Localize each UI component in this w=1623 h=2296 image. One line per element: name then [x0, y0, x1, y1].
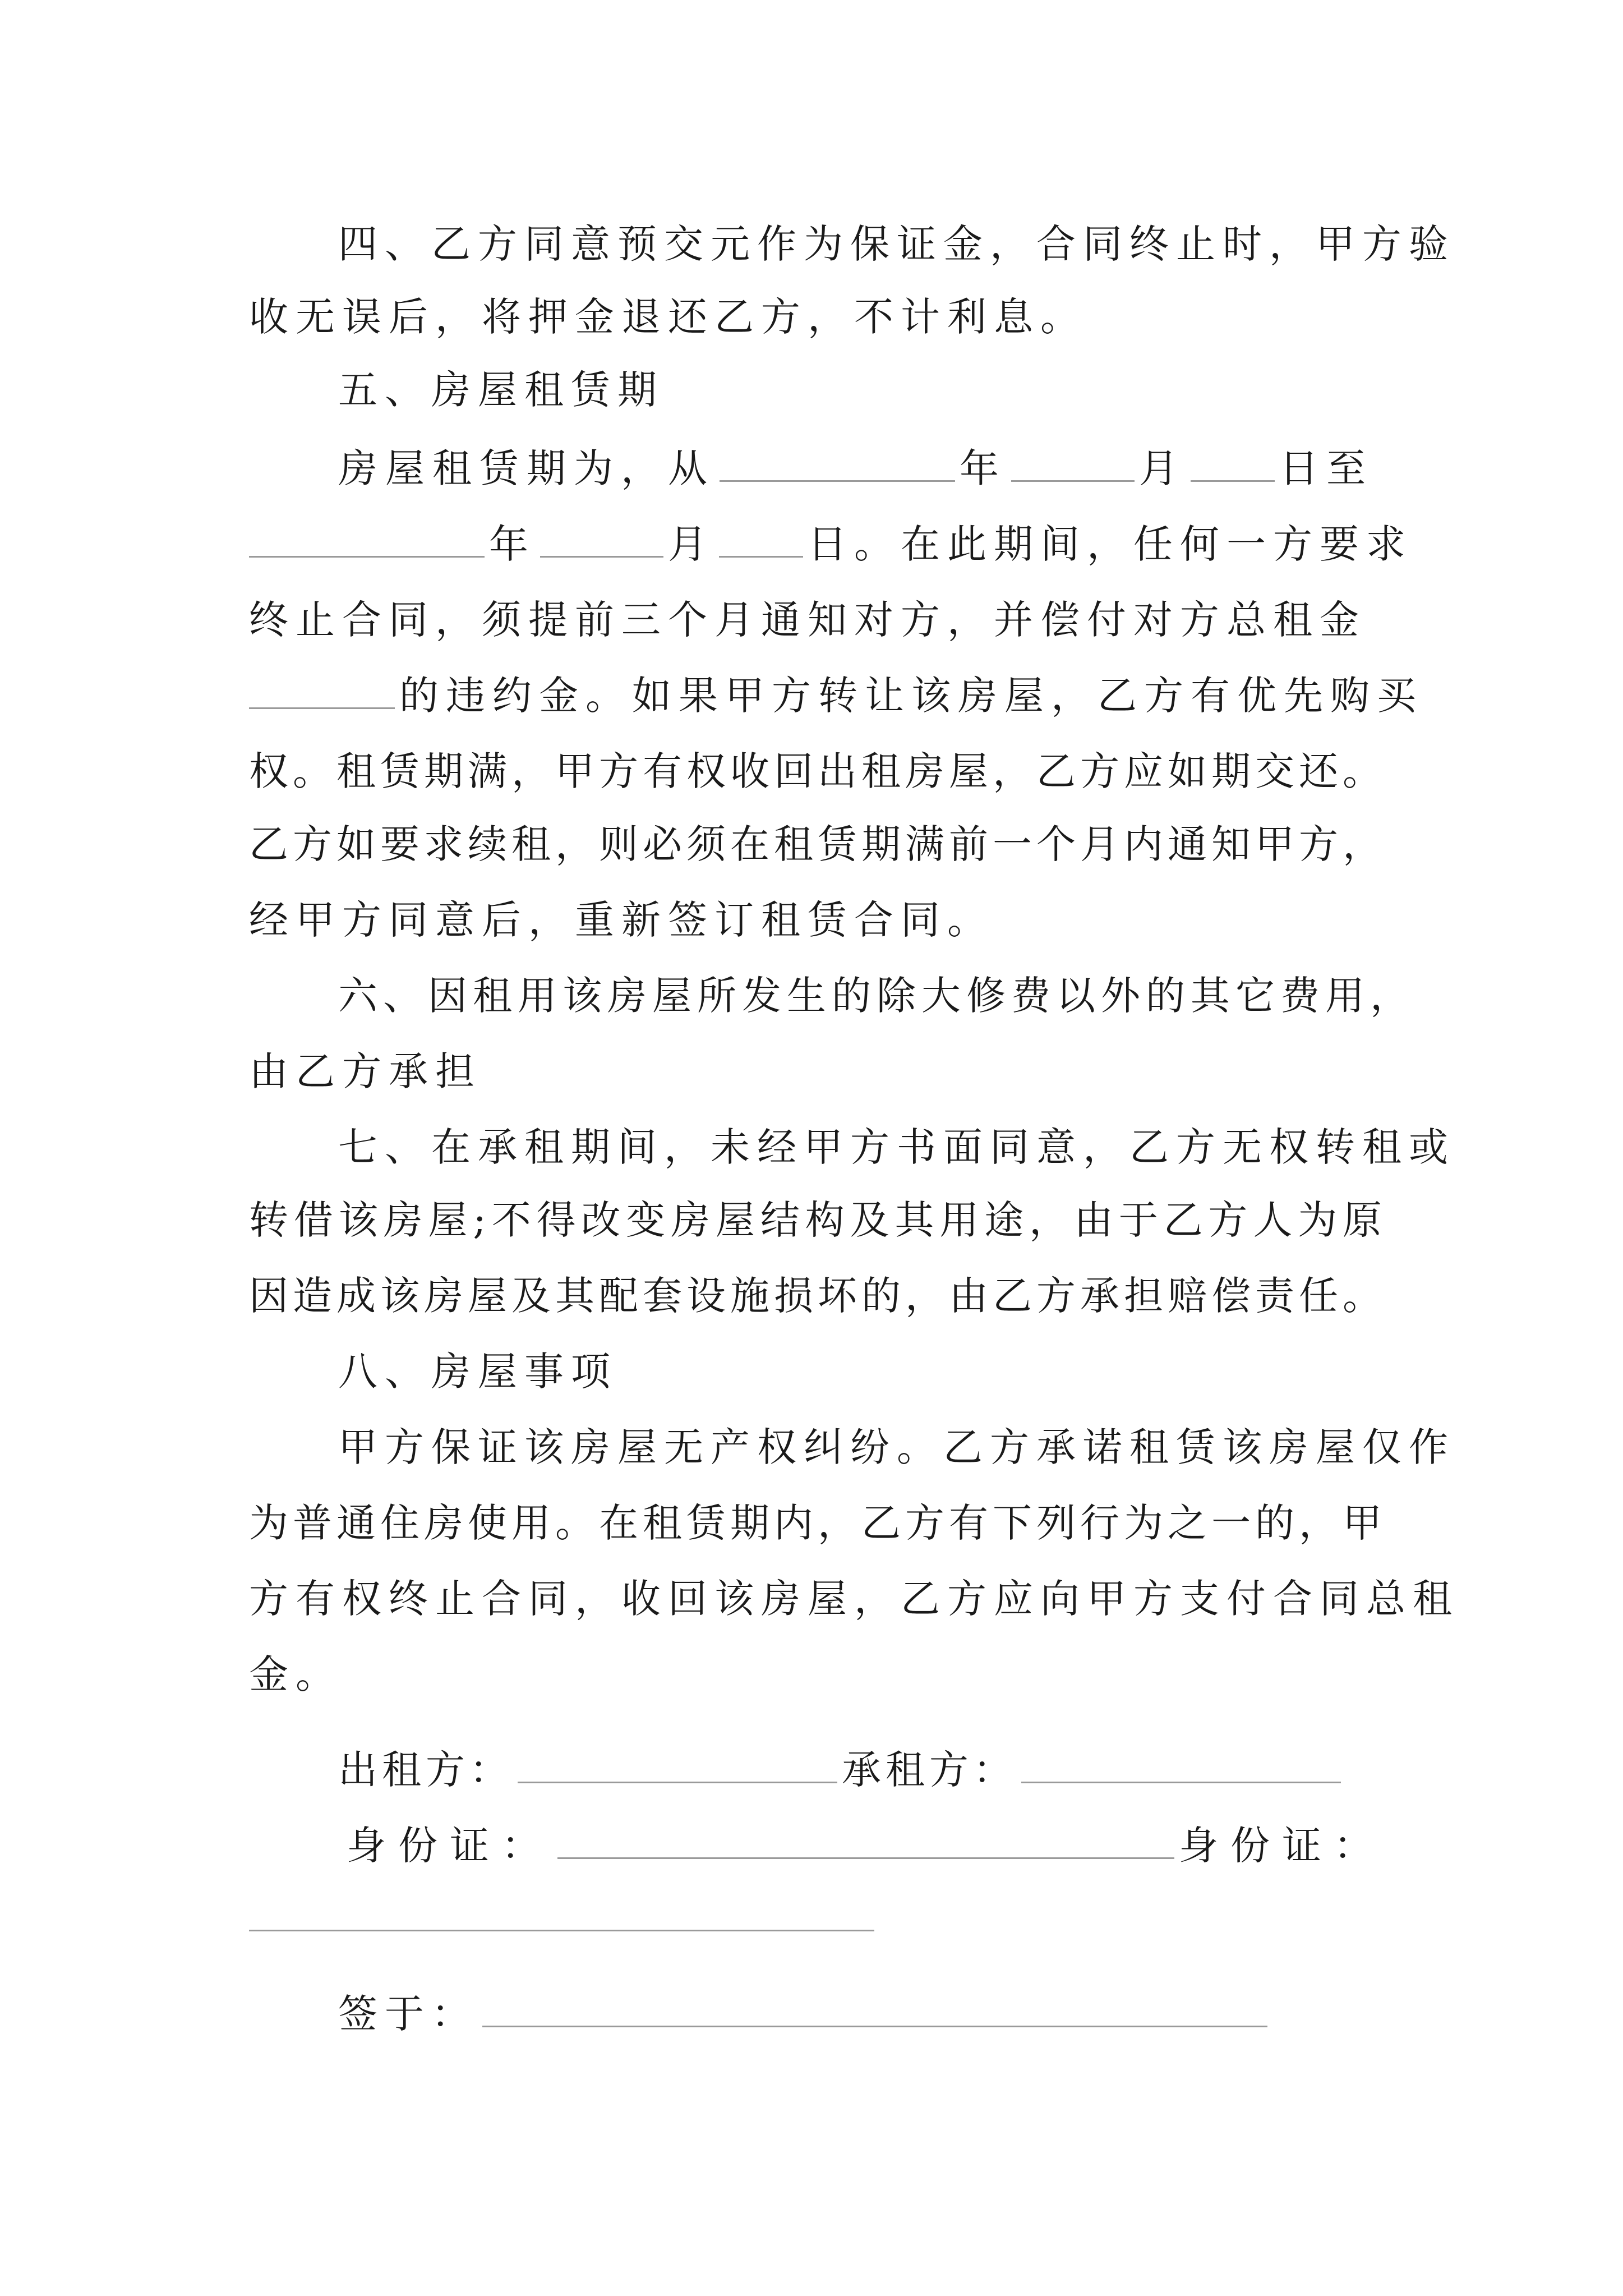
end-day-text: 日。在此期间，任何一方要求 [808, 521, 1413, 567]
clause-4-line-2: 收无误后，将押金退还乙方，不计利息。 [249, 294, 1087, 340]
start-month-blank [1011, 445, 1135, 482]
id-blank-2[interactable] [249, 1930, 874, 1931]
clause-8-line-3: 方有权终止合同，收回该房屋，乙方应向甲方支付合同总租 [249, 1576, 1459, 1622]
signed-at-blank[interactable] [482, 1991, 1267, 2027]
end-year-blank [249, 521, 485, 558]
lessor-blank[interactable] [518, 1747, 837, 1783]
clause-8-heading: 八、房屋事项 [338, 1349, 617, 1395]
end-month-label: 月 [668, 521, 714, 567]
lease-period-line-7: 经甲方同意后，重新签订租赁合同。 [249, 897, 994, 943]
id-label-2: 身份证： [1179, 1823, 1385, 1869]
lessee-blank[interactable] [1021, 1747, 1341, 1783]
lease-period-line-6: 乙方如要求续租，则必须在租赁期满前一个月内通知甲方， [249, 821, 1382, 867]
penalty-text: 的违约金。如果甲方转让该房屋，乙方有优先购买 [399, 673, 1423, 719]
lease-period-prefix: 房屋租赁期为，从 [338, 445, 715, 491]
lease-period-line-3: 终止合同，须提前三个月通知对方，并偿付对方总租金 [249, 597, 1366, 643]
id-label-1: 身份证： [347, 1823, 553, 1869]
clause-7-line-1: 七、在承租期间，未经甲方书面同意，乙方无权转租或 [338, 1124, 1455, 1170]
clause-7-line-2: 转借该房屋;不得改变房屋结构及其用途，由于乙方人为原 [249, 1197, 1382, 1243]
clause-6-line-1: 六、因租用该房屋所发生的除大修费以外的其它费用， [338, 973, 1415, 1019]
clause-8-line-4: 金。 [249, 1651, 342, 1697]
clause-6-line-2: 由乙方承担 [249, 1048, 482, 1094]
end-day-blank [719, 521, 803, 558]
penalty-blank [249, 673, 395, 709]
lessor-label: 出租方： [338, 1747, 513, 1793]
start-day-blank [1191, 445, 1275, 482]
day-to-label: 日至 [1279, 445, 1373, 491]
id-blank-1[interactable] [557, 1823, 1174, 1859]
clause-4-line-1: 四、乙方同意预交元作为保证金，合同终止时，甲方验 [338, 221, 1455, 267]
lease-period-line-2 [249, 510, 1413, 578]
clause-8-line-2: 为普通住房使用。在租赁期内，乙方有下列行为之一的，甲 [249, 1500, 1382, 1546]
end-year-label: 年 [489, 521, 536, 567]
lessee-label: 承租方： [842, 1747, 1017, 1793]
lease-period-line-5: 权。租赁期满，甲方有权收回出租房屋，乙方应如期交还。 [249, 748, 1382, 794]
year-label: 年 [960, 445, 1007, 491]
start-year-blank [720, 445, 955, 482]
clause-5-heading: 五、房屋租赁期 [338, 367, 664, 413]
lease-period-line-1 [338, 435, 1471, 502]
lessor-row [338, 1736, 1471, 1803]
signed-at-row [338, 1980, 1471, 2047]
id-row [347, 1812, 1385, 1879]
lease-period-line-4 [249, 662, 1423, 729]
signed-at-label: 签于： [338, 1991, 478, 2037]
clause-8-line-1: 甲方保证该房屋无产权纠纷。乙方承诺租赁该房屋仅作 [338, 1424, 1455, 1470]
end-month-blank [540, 521, 663, 558]
clause-7-line-3: 因造成该房屋及其配套设施损坏的，由乙方承担赔偿责任。 [249, 1273, 1382, 1319]
month-label: 月 [1139, 445, 1186, 491]
